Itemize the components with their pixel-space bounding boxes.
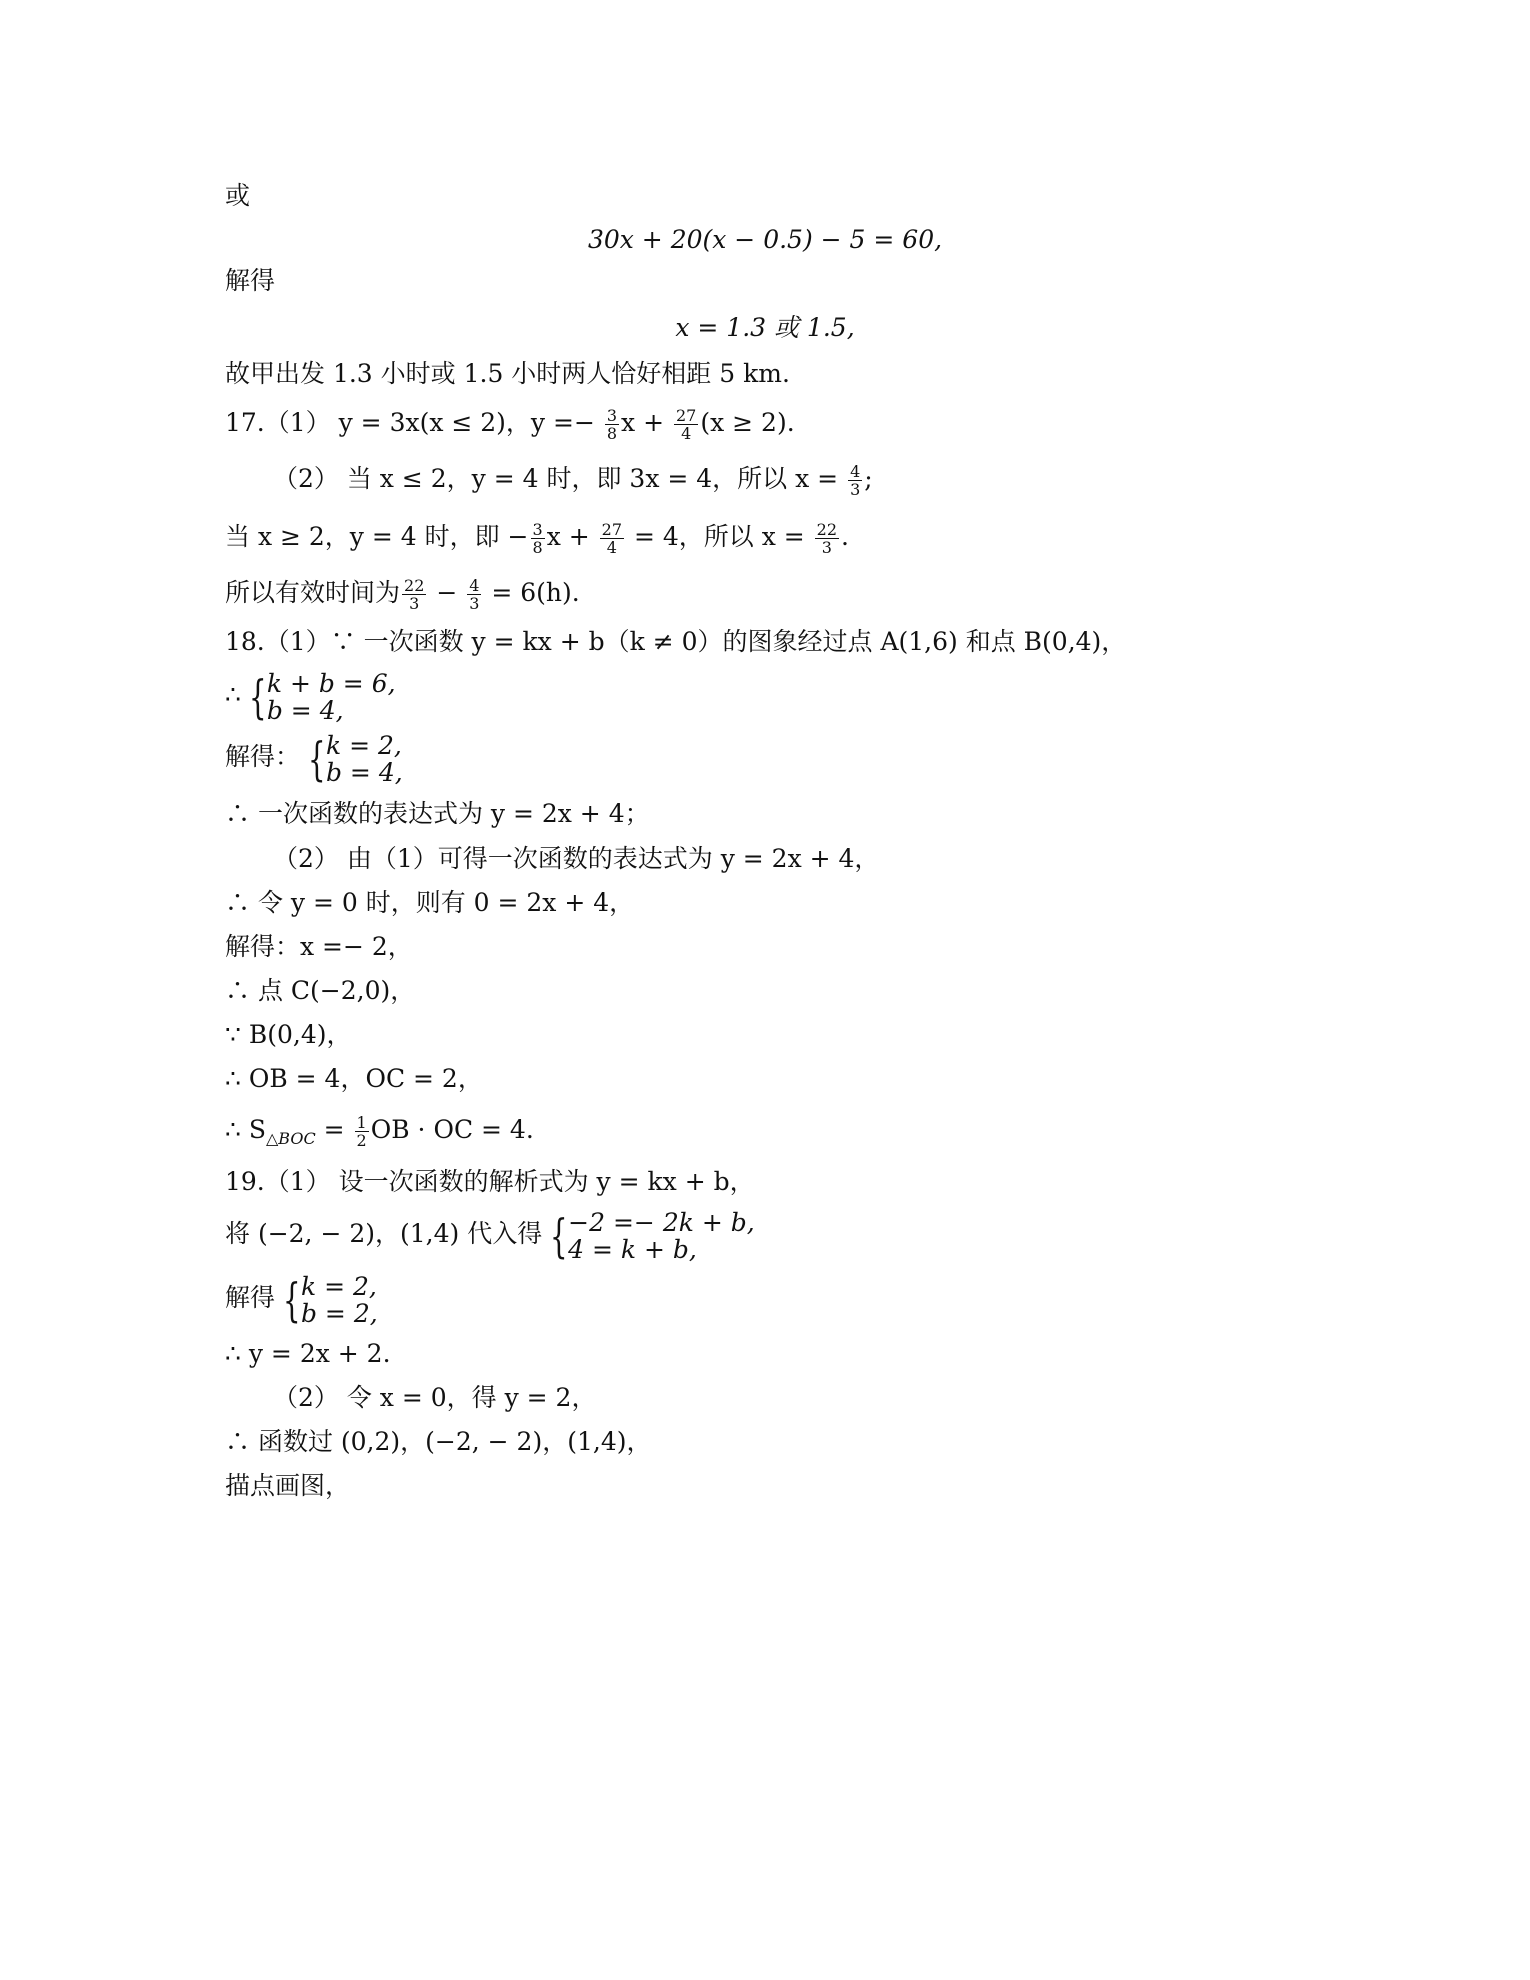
q17-part3-prefix: 当 x ≥ 2，y = 4 时，即 − (225, 522, 529, 551)
q19-system2 (225, 1270, 1350, 1326)
fraction-num: 3 (532, 520, 543, 539)
text-line: 故甲出发 1.3 小时或 1.5 小时两人恰好相距 5 km. (225, 359, 790, 388)
q19-line4: ∴ y = 2x + 2. (225, 1339, 391, 1368)
fraction-num: 22 (816, 520, 838, 539)
q17-part2-prefix: （2） 当 x ≤ 2，y = 4 时，即 3x = 4，所以 x = (273, 464, 847, 493)
fraction-22-3 (402, 577, 426, 612)
equation-system (283, 1273, 378, 1327)
equation: 30x + 20(x − 0.5) − 5 = 60, (587, 225, 943, 254)
fraction-3-8 (531, 521, 545, 556)
q17-part3 (225, 506, 1350, 568)
fraction-den: 3 (821, 538, 832, 557)
q17-part2 (273, 448, 1350, 510)
q17-part1-mid: x + (621, 408, 672, 437)
q17-part4 (225, 562, 1350, 624)
fraction-den: 4 (681, 424, 692, 443)
q19-line1: 19.（1） 设一次函数的解析式为 y = kx + b， (225, 1167, 755, 1196)
q18-line11-suffix: OB · OC = 4. (370, 1115, 534, 1144)
equation-system (308, 732, 403, 786)
q18-line1: 18.（1）∵ 一次函数 y = kx + b（k ≠ 0）的图象经过点 A(1,6) 和点 B(0,4)， (225, 627, 1127, 656)
q19-system1 (225, 1206, 1350, 1262)
fraction-den: 2 (356, 1131, 367, 1150)
q17-part4-prefix: 所以有效时间为 (225, 578, 401, 607)
fraction-den: 3 (469, 594, 480, 613)
fraction-den: 8 (532, 538, 543, 557)
equation-system (249, 670, 396, 724)
fraction-3-8 (605, 407, 619, 442)
fraction-num: 3 (606, 406, 618, 425)
system-row: b = 4, (325, 757, 403, 787)
fraction-27-4 (600, 521, 624, 556)
fraction-1-2 (355, 1114, 369, 1149)
fraction-num: 1 (356, 1113, 367, 1132)
q17-part2-suffix: ; (864, 464, 873, 493)
q19-line6: ∴ 函数过 (0,2)，(−2, − 2)，(1,4)， (225, 1427, 652, 1456)
system-row: b = 2, (300, 1298, 378, 1328)
q17-part1-suffix: (x ≥ 2). (700, 408, 795, 437)
fraction-den: 4 (606, 538, 617, 557)
q17-part1 (225, 392, 1350, 454)
q18-line4: ∴ 一次函数的表达式为 y = 2x + 4； (225, 799, 650, 828)
fraction-den: 3 (850, 480, 861, 499)
brace-icon: { (282, 1272, 301, 1327)
q17-part3-mid2: = 4，所以 x = (626, 522, 813, 551)
q19-line5: （2） 令 x = 0，得 y = 2， (273, 1383, 597, 1412)
q19-line7: 描点画图， (225, 1471, 351, 1500)
q18-line7: 解得：x =− 2， (225, 932, 413, 961)
brace-icon: { (248, 669, 267, 724)
q18-line11 (225, 1099, 1350, 1161)
system-row: −2 =− 2k + b, (568, 1207, 755, 1237)
fraction-num: 4 (469, 576, 480, 595)
fraction-den: 8 (606, 424, 618, 443)
q17-part1-prefix: 17.（1） y = 3x(x ≤ 2)，y =− (225, 408, 603, 437)
area-subscript: △BOC (265, 1129, 316, 1148)
fraction-num: 27 (676, 406, 697, 425)
system-row: b = 4, (266, 695, 344, 725)
q18-line10: ∴ OB = 4，OC = 2， (225, 1064, 483, 1093)
system-row: k = 2, (300, 1271, 377, 1301)
fraction-den: 3 (409, 594, 420, 613)
fraction-4-3 (848, 463, 862, 498)
q17-part3-suffix: . (841, 522, 849, 551)
substitute-label: 将 (−2, − 2)，(1,4) 代入得 (225, 1219, 543, 1248)
system-row: k = 2, (325, 730, 402, 760)
q18-system2 (225, 729, 1350, 785)
fraction-22-3 (815, 521, 839, 556)
q18-line5: （2） 由（1）可得一次函数的表达式为 y = 2x + 4， (273, 844, 880, 873)
brace-icon: { (307, 731, 326, 786)
equation-system (550, 1209, 755, 1263)
equation: x = 1.3 或 1.5, (675, 313, 855, 342)
solve-label: 解得： (225, 742, 301, 771)
system-row: 4 = k + b, (568, 1234, 697, 1264)
fraction-num: 27 (601, 520, 623, 539)
q17-part4-mid: − (428, 578, 466, 607)
solve-label: 解得 (225, 1283, 276, 1312)
q18-line11-mid: = (315, 1115, 353, 1144)
fraction-num: 4 (850, 462, 861, 481)
q17-part4-suffix: = 6(h). (483, 578, 580, 607)
q18-system1 (225, 667, 1350, 723)
system-row: k + b = 6, (266, 668, 396, 698)
q18-line6: ∴ 令 y = 0 时，则有 0 = 2x + 4， (225, 888, 635, 917)
q18-line11-prefix: ∴ S (225, 1115, 266, 1144)
therefore-symbol: ∴ (225, 680, 241, 709)
fraction-num: 22 (404, 576, 425, 595)
q18-line8: ∴ 点 C(−2,0)， (225, 976, 416, 1005)
fraction-27-4 (674, 407, 698, 442)
text-line: 解得 (225, 266, 276, 295)
q17-part3-mid: x + (546, 522, 598, 551)
fraction-4-3 (467, 577, 481, 612)
text-line: 或 (225, 181, 251, 210)
brace-icon: { (550, 1208, 568, 1263)
q18-line9: ∵ B(0,4)， (225, 1020, 352, 1049)
